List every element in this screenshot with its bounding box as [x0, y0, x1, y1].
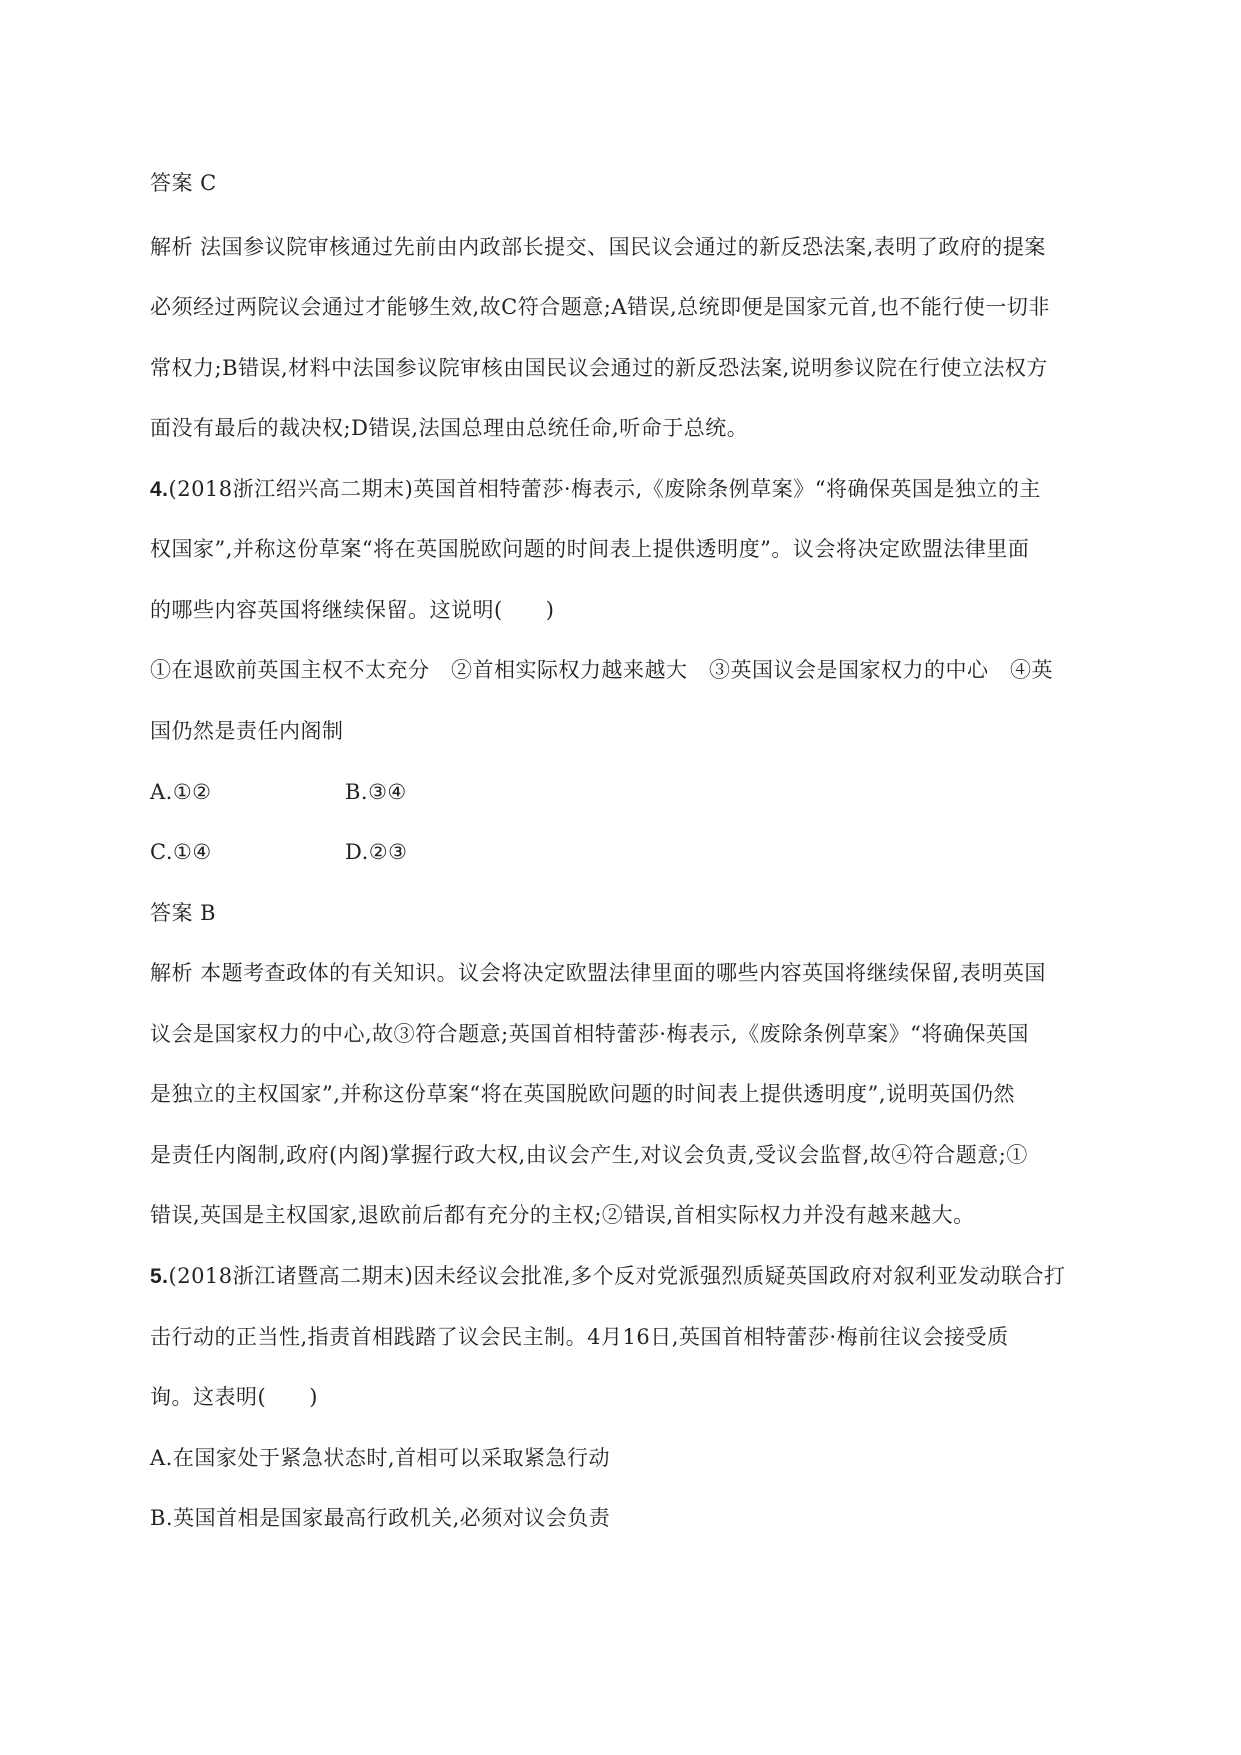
q3-answer: 答案 C	[150, 171, 217, 195]
q4-stem-line: 权国家”,并称这份草案“将在英国脱欧问题的时间表上提供透明度”。议会将决定欧盟法律里面	[150, 537, 1030, 561]
q3-analysis-line: 必须经过两院议会通过才能够生效,故C符合题意;A错误,总统即便是国家元首,也不能行使一切非	[150, 295, 1050, 319]
q4-number: 4.	[150, 478, 169, 501]
q4-options-row	[150, 777, 407, 807]
q3-analysis-line: 面没有最后的裁决权;D错误,法国总理由总统任命,听命于总统。	[150, 416, 749, 440]
q4-answer: 答案 B	[150, 901, 217, 925]
q5-stem-text: (2018浙江诸暨高二期末)因未经议会批准,多个反对党派强烈质疑英国政府对叙利亚发动联合打	[168, 1264, 1066, 1288]
q4-stem-line	[150, 474, 1041, 505]
q4-statement-line: 国仍然是责任内阁制	[150, 719, 344, 743]
q3-analysis-line: 常权力;B错误,材料中法国参议院审核由国民议会通过的新反恐法案,说明参议院在行使立法权方	[150, 356, 1048, 380]
q5-option-a: A.在国家处于紧急状态时,首相可以采取紧急行动	[150, 1446, 611, 1470]
q4-analysis-line: 是独立的主权国家”,并称这份草案“将在英国脱欧问题的时间表上提供透明度”,说明英国仍然	[150, 1082, 1016, 1106]
q4-analysis-line: 是责任内阁制,政府(内阁)掌握行政大权,由议会产生,对议会负责,受议会监督,故④符合题意;①	[150, 1143, 1028, 1167]
q5-option-b: B.英国首相是国家最高行政机关,必须对议会负责	[150, 1506, 611, 1530]
q4-statement-line: ①在退欧前英国主权不太充分 ②首相实际权力越来越大 ③英国议会是国家权力的中心 ④英	[150, 658, 1053, 682]
q4-option-a: A.①②	[150, 780, 212, 804]
q5-stem-line: 询。这表明( )	[150, 1385, 318, 1409]
q5-stem-line	[150, 1261, 1066, 1292]
q4-analysis-line: 错误,英国是主权国家,退欧前后都有充分的主权;②错误,首相实际权力并没有越来越大。	[150, 1203, 975, 1227]
q4-stem-line: 的哪些内容英国将继续保留。这说明( )	[150, 598, 555, 622]
q4-option-c: C.①④	[150, 840, 212, 864]
q4-option-d: D.②③	[345, 840, 408, 864]
q4-analysis-line: 解析 本题考查政体的有关知识。议会将决定欧盟法律里面的哪些内容英国将继续保留,表明英国	[150, 961, 1046, 985]
q5-stem-line: 击行动的正当性,指责首相践踏了议会民主制。4月16日,英国首相特蕾莎·梅前往议会接受质	[150, 1325, 1009, 1349]
q3-analysis-line: 解析 法国参议院审核通过先前由内政部长提交、国民议会通过的新反恐法案,表明了政府的提案	[150, 235, 1046, 259]
q4-option-b: B.③④	[345, 780, 407, 804]
q5-number: 5.	[150, 1265, 169, 1288]
q4-stem-text: (2018浙江绍兴高二期末)英国首相特蕾莎·梅表示,《废除条例草案》“将确保英国是独立的主	[168, 477, 1041, 501]
q4-options-row	[150, 837, 407, 867]
q4-analysis-line: 议会是国家权力的中心,故③符合题意;英国首相特蕾莎·梅表示,《废除条例草案》“将确保英国	[150, 1022, 1029, 1046]
